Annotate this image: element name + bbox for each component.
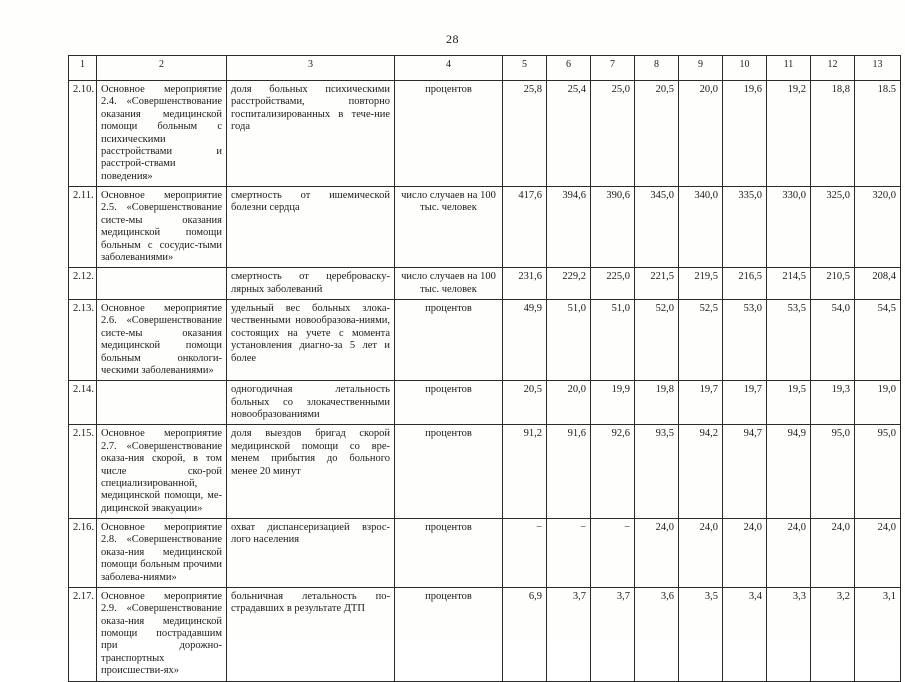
row-value: 3,2 — [811, 587, 855, 681]
column-header: 12 — [811, 56, 855, 81]
table-row — [69, 587, 901, 681]
row-code: 2.13. — [69, 300, 97, 381]
row-event: Основное мероприятие 2.9. «Совершенствование оказа-ния медицинской помощи пострадавшим при дорожно-транспортных происшестви-ях» — [97, 587, 227, 681]
table-row — [69, 268, 901, 300]
row-unit: процентов — [395, 81, 503, 187]
row-value: − — [591, 519, 635, 588]
row-code: 2.16. — [69, 519, 97, 588]
row-value: 51,0 — [591, 300, 635, 381]
row-event — [97, 381, 227, 425]
row-event: Основное мероприятие 2.5. «Совершенствование систе-мы оказания медицинской помощи больным с сосудис-тыми заболеваниями» — [97, 187, 227, 268]
row-value: 214,5 — [767, 268, 811, 300]
row-value: 6,9 — [503, 587, 547, 681]
row-value: 18.5 — [855, 81, 901, 187]
row-value: 417,6 — [503, 187, 547, 268]
row-indicator: охват диспансеризацией взрос-лого населения — [227, 519, 395, 588]
row-unit: число случаев на 100 тыс. человек — [395, 187, 503, 268]
row-unit: число случаев на 100 тыс. человек — [395, 268, 503, 300]
row-value: 225,0 — [591, 268, 635, 300]
column-header: 4 — [395, 56, 503, 81]
row-value: 95,0 — [855, 425, 901, 519]
indicators-table-container — [68, 55, 896, 682]
row-value: 3,7 — [591, 587, 635, 681]
table-row — [69, 381, 901, 425]
column-header: 13 — [855, 56, 901, 81]
row-value: 24,0 — [723, 519, 767, 588]
table-row — [69, 300, 901, 381]
column-header: 6 — [547, 56, 591, 81]
table-row — [69, 187, 901, 268]
row-unit: процентов — [395, 587, 503, 681]
column-header: 2 — [97, 56, 227, 81]
row-indicator: смертность от цереброваску-лярных заболеваний — [227, 268, 395, 300]
row-value: 94,2 — [679, 425, 723, 519]
row-value: 24,0 — [811, 519, 855, 588]
row-value: 320,0 — [855, 187, 901, 268]
row-unit: процентов — [395, 381, 503, 425]
row-event: Основное мероприятие 2.8. «Совершенствование оказа-ния медицинской помощи больным прочими заболева-ниями» — [97, 519, 227, 588]
row-value: 19,0 — [855, 381, 901, 425]
row-value: 24,0 — [679, 519, 723, 588]
row-code: 2.10. — [69, 81, 97, 187]
column-header: 10 — [723, 56, 767, 81]
row-indicator: смертность от ишемической болезни сердца — [227, 187, 395, 268]
row-code: 2.14. — [69, 381, 97, 425]
row-value: 53,5 — [767, 300, 811, 381]
column-header: 11 — [767, 56, 811, 81]
row-indicator: одногодичная летальность больных со злокачественными новообразованиями — [227, 381, 395, 425]
row-value: 54,5 — [855, 300, 901, 381]
row-value: 216,5 — [723, 268, 767, 300]
row-value: 390,6 — [591, 187, 635, 268]
row-value: 92,6 — [591, 425, 635, 519]
row-value: 335,0 — [723, 187, 767, 268]
row-indicator: доля выездов бригад скорой медицинской помощи со вре-менем прибытия до больного менее 20 минут — [227, 425, 395, 519]
row-code: 2.17. — [69, 587, 97, 681]
row-value: 24,0 — [855, 519, 901, 588]
row-value: 18,8 — [811, 81, 855, 187]
row-value: 340,0 — [679, 187, 723, 268]
indicators-table — [68, 55, 901, 682]
row-value: 3,3 — [767, 587, 811, 681]
row-value: 93,5 — [635, 425, 679, 519]
row-value: 19,3 — [811, 381, 855, 425]
row-value: 94,9 — [767, 425, 811, 519]
row-value: 394,6 — [547, 187, 591, 268]
row-value: 19,9 — [591, 381, 635, 425]
row-unit: процентов — [395, 425, 503, 519]
row-value: 345,0 — [635, 187, 679, 268]
row-value: 49,9 — [503, 300, 547, 381]
row-value: 94,7 — [723, 425, 767, 519]
row-value: 52,0 — [635, 300, 679, 381]
column-header: 7 — [591, 56, 635, 81]
row-value: 219,5 — [679, 268, 723, 300]
row-value: 19,6 — [723, 81, 767, 187]
column-header: 9 — [679, 56, 723, 81]
row-value: 210,5 — [811, 268, 855, 300]
table-header-row — [69, 56, 901, 81]
row-value: 231,6 — [503, 268, 547, 300]
row-value: 221,5 — [635, 268, 679, 300]
row-value: 52,5 — [679, 300, 723, 381]
row-value: 20,5 — [635, 81, 679, 187]
row-unit: процентов — [395, 519, 503, 588]
row-value: 19,2 — [767, 81, 811, 187]
row-value: 20,5 — [503, 381, 547, 425]
page-number: 28 — [446, 32, 459, 46]
row-value: − — [503, 519, 547, 588]
row-value: 54,0 — [811, 300, 855, 381]
column-header: 3 — [227, 56, 395, 81]
row-event: Основное мероприятие 2.6. «Совершенствование систе-мы оказания медицинской помощи больным онкологи-ческими заболеваниями» — [97, 300, 227, 381]
row-value: 19,5 — [767, 381, 811, 425]
column-header: 5 — [503, 56, 547, 81]
row-code: 2.12. — [69, 268, 97, 300]
row-value: 91,2 — [503, 425, 547, 519]
row-value: 3,4 — [723, 587, 767, 681]
table-row — [69, 425, 901, 519]
row-value: 19,7 — [723, 381, 767, 425]
table-row — [69, 519, 901, 588]
row-value: 51,0 — [547, 300, 591, 381]
row-value: 20,0 — [547, 381, 591, 425]
row-event — [97, 268, 227, 300]
column-header: 8 — [635, 56, 679, 81]
row-code: 2.11. — [69, 187, 97, 268]
row-value: 208,4 — [855, 268, 901, 300]
row-value: 95,0 — [811, 425, 855, 519]
row-code: 2.15. — [69, 425, 97, 519]
row-value: 19,8 — [635, 381, 679, 425]
row-value: − — [547, 519, 591, 588]
row-value: 24,0 — [767, 519, 811, 588]
row-value: 91,6 — [547, 425, 591, 519]
row-indicator: удельный вес больных злока-чественными новообразова-ниями, состоящих на учете с момента установления диагно-за 5 лет и более — [227, 300, 395, 381]
row-value: 3,6 — [635, 587, 679, 681]
row-indicator: больничная летальность по-страдавших в результате ДТП — [227, 587, 395, 681]
row-value: 53,0 — [723, 300, 767, 381]
row-value: 3,1 — [855, 587, 901, 681]
row-value: 25,0 — [591, 81, 635, 187]
row-value: 3,5 — [679, 587, 723, 681]
row-value: 3,7 — [547, 587, 591, 681]
row-value: 229,2 — [547, 268, 591, 300]
row-event: Основное мероприятие 2.7. «Совершенствование оказа-ния скорой, в том числе ско-рой специализированной, медицинской помощи, ме-дицинской эвакуации» — [97, 425, 227, 519]
row-value: 19,7 — [679, 381, 723, 425]
row-value: 25,4 — [547, 81, 591, 187]
column-header: 1 — [69, 56, 97, 81]
row-value: 330,0 — [767, 187, 811, 268]
table-row — [69, 81, 901, 187]
row-value: 20,0 — [679, 81, 723, 187]
row-indicator: доля больных психическими расстройствами, повторно госпитализированных в тече-ние года — [227, 81, 395, 187]
row-value: 25,8 — [503, 81, 547, 187]
row-event: Основное мероприятие 2.4. «Совершенствование оказания медицинской помощи больным с психическими расстройствами и расстрой-ствами поведения» — [97, 81, 227, 187]
row-value: 325,0 — [811, 187, 855, 268]
row-unit: процентов — [395, 300, 503, 381]
row-value: 24,0 — [635, 519, 679, 588]
